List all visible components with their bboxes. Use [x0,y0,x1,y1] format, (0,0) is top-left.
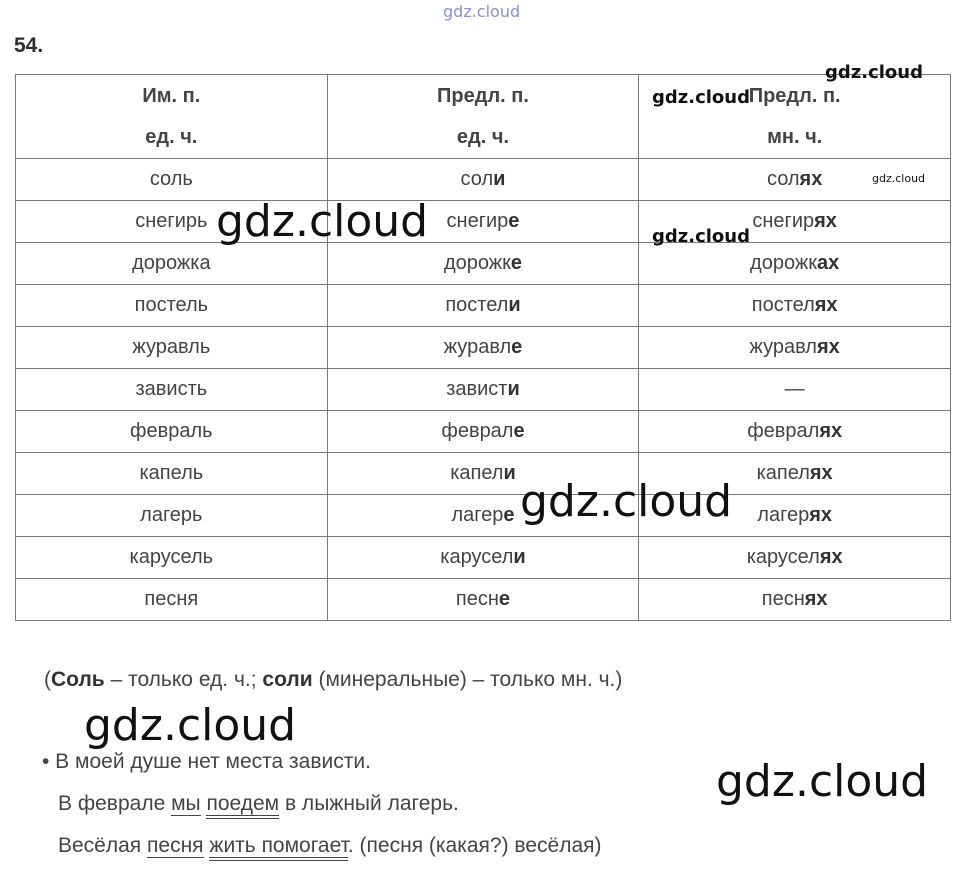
table-row [16,285,951,327]
word-stem: постел [751,294,815,316]
sentence-2 [58,792,459,816]
word-stem: сол [766,168,800,190]
word-ending: ях [819,420,843,442]
word: постель [134,294,209,316]
header-case: Предл. п. [748,84,841,107]
cell-prepositional-singular [327,579,639,621]
word-stem: дорожк [443,252,511,274]
cell-prepositional-plural [639,411,951,453]
word-ending: ях [799,168,823,190]
watermark: gdz.cloud [84,700,297,751]
word-stem: капел [450,462,504,484]
cell-prepositional-singular [327,285,639,327]
note-text-1: – только ед. ч.; [104,668,263,691]
table-row [16,411,951,453]
header-number: ед. ч. [456,125,510,148]
table-row [16,201,951,243]
word: капель [139,462,204,484]
note-word-soli: соли [262,668,313,691]
word-ending: и [503,462,516,484]
usage-note [44,668,622,692]
word-stem: феврал [441,420,514,442]
cell-prepositional-singular [327,327,639,369]
table-row [16,243,951,285]
table-row [16,495,951,537]
table-row [16,327,951,369]
cell-nominative [16,495,328,537]
word-stem: песн [455,588,499,610]
word-stem: сол [460,168,494,190]
top-watermark: gdz.cloud [443,2,521,21]
cell-nominative [16,243,328,285]
watermark: gdz.cloud [652,226,750,247]
word-stem: карусел [746,546,820,568]
word-stem: лагер [757,504,810,526]
cell-nominative [16,453,328,495]
word-stem: завист [446,378,508,400]
word-stem: снегир [752,210,815,232]
note-open: ( [44,668,51,691]
watermark: gdz.cloud [825,62,923,83]
watermark: gdz.cloud [520,476,733,527]
word-ending: ях [816,336,840,358]
word-ending: е [508,210,520,232]
table-row [16,369,951,411]
word-ending: ях [814,294,838,316]
word-ending: е [513,420,525,442]
table-header-row [16,75,951,159]
task-number: 54. [14,34,44,57]
subject-underlined: мы [171,792,201,815]
word-stem: журавл [749,336,817,358]
header-case: Предл. п. [437,84,529,107]
header-nominative [16,75,328,159]
word-ending: е [511,336,523,358]
note-text-2: (минеральные) – только мн. ч.) [312,668,623,691]
word: февраль [130,420,213,442]
word-stem: снегир [446,210,509,232]
cell-prepositional-singular [327,411,639,453]
word-stem: лагер [451,504,504,526]
word-ending: и [513,546,526,568]
word: дорожка [132,252,211,274]
predicate-underlined: жить помогает [209,834,348,861]
word: журавль [132,336,211,358]
word-stem: капел [756,462,810,484]
cell-prepositional-plural [639,537,951,579]
cell-prepositional-plural [639,327,951,369]
sentence-text: Весёлая [58,834,148,857]
word-ending: ях [809,462,833,484]
word-ending: и [493,168,506,190]
cell-nominative [16,369,328,411]
cell-prepositional-plural [639,369,951,411]
cell-prepositional-plural [639,243,951,285]
word-ending: е [510,252,523,274]
cell-nominative [16,159,328,201]
word-stem: журавл [443,336,512,358]
watermark: gdz.cloud [216,196,429,247]
word-ending: е [498,588,511,610]
word-stem: феврал [747,420,820,442]
note-word-sol: Соль [51,668,105,691]
watermark: gdz.cloud [872,172,926,185]
word-stem: постел [445,294,509,316]
table-row [16,159,951,201]
sentence-3 [58,834,602,858]
header-number: мн. ч. [767,125,823,148]
word: снегирь [135,210,208,232]
word-ending: е [503,504,515,526]
word-ending: ях [809,504,832,526]
sentence-text: В феврале [58,792,172,815]
word: соль [149,168,193,190]
word: лагерь [140,504,203,526]
cell-nominative [16,327,328,369]
table-row [16,579,951,621]
predicate-underlined: поедем [206,792,279,819]
word: песня [144,588,199,610]
sentence-text: . (песня (какая?) весёлая) [347,834,602,857]
sentence-1: • В моей душе нет места зависти. [42,750,371,773]
word-ending: и [508,294,521,316]
cell-prepositional-plural [639,579,951,621]
watermark: gdz.cloud [716,756,929,807]
word-ending: ях [814,210,837,232]
word-stem: карусел [440,546,514,568]
word-ending: ях [804,588,828,610]
word-ending: ах [817,252,840,274]
cell-nominative [16,411,328,453]
cell-prepositional-singular [327,159,639,201]
declension-table [15,74,951,621]
word: зависть [135,378,208,400]
cell-prepositional-singular [327,537,639,579]
cell-nominative [16,285,328,327]
sentence-text: в лыжный лагерь. [279,792,459,815]
word-ending: и [507,378,520,400]
cell-prepositional-singular [327,243,639,285]
word: карусель [129,546,214,568]
cell-nominative [16,537,328,579]
cell-prepositional-singular [327,369,639,411]
word-stem: песн [761,588,805,610]
header-prepositional-singular [327,75,639,159]
header-case: Им. п. [142,84,201,107]
subject-underlined: песня [147,834,204,857]
watermark: gdz.cloud [652,87,750,108]
table-row [16,453,951,495]
word-ending: ях [819,546,843,568]
word-stem: — [784,378,805,400]
cell-nominative [16,579,328,621]
header-number: ед. ч. [145,125,198,148]
word-stem: дорожк [750,252,817,274]
table-row [16,537,951,579]
cell-prepositional-plural [639,285,951,327]
